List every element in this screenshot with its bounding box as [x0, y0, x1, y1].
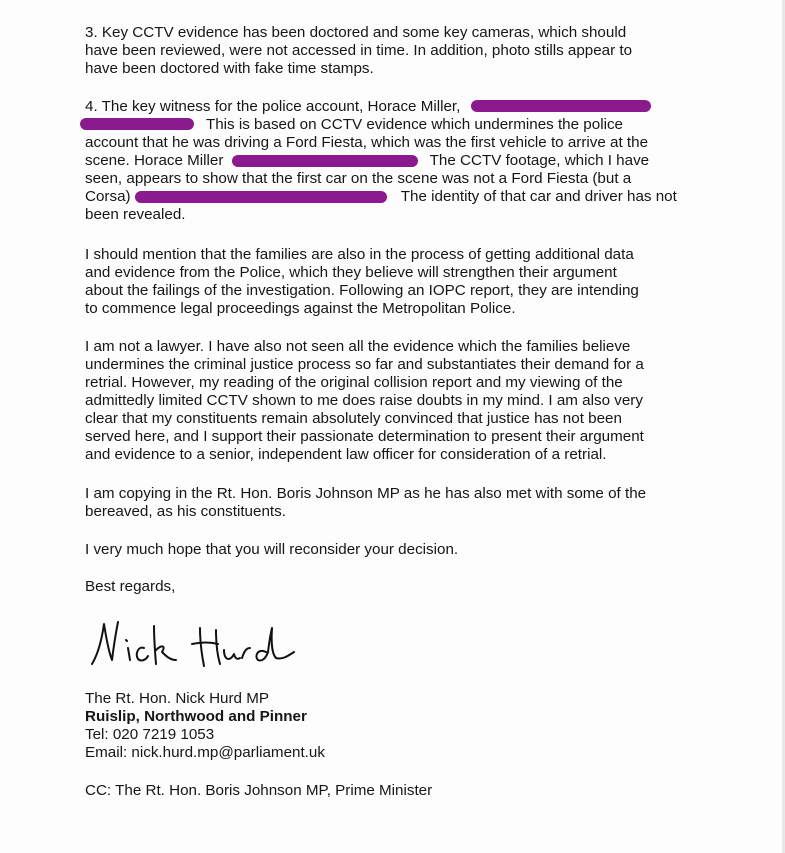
constituency: Ruislip, Northwood and Pinner	[85, 708, 307, 725]
redaction-mark	[80, 118, 194, 130]
p7-line-1: I am copying in the Rt. Hon. Boris Johnson MP as he has also met with some of the	[85, 485, 647, 502]
p4-text-1: 4. The key witness for the police account, Horace Miller,	[85, 98, 461, 115]
p5-line-2: and evidence from the Police, which they believe will strengthen their argument	[85, 264, 617, 281]
p6-line-4: admittedly limited CCTV shown to me does raise doubts in my mind. I am also very	[85, 392, 643, 409]
telephone: Tel: 020 7219 1053	[85, 726, 215, 743]
closing: Best regards,	[85, 578, 176, 595]
p7-line-2: bereaved, as his constituents.	[85, 503, 286, 520]
p4-text-6b: The identity of that car and driver has not	[400, 188, 677, 205]
p3-line-3: have been doctored with fake time stamps.	[85, 60, 374, 77]
p4-line-4	[85, 152, 649, 170]
p6-line-1: I am not a lawyer. I have also not seen all the evidence which the families believe	[85, 338, 631, 355]
p6-line-3: retrial. However, my reading of the original collision report and my viewing of the	[85, 374, 623, 391]
redaction-mark	[232, 155, 418, 167]
p4-text-6a: Corsa)	[85, 188, 131, 205]
p6-line-6: served here, and I support their passionate determination to present their argument	[85, 428, 644, 445]
p4-line-7: been revealed.	[85, 206, 186, 223]
p5-line-4: to commence legal proceedings against the Metropolitan Police.	[85, 300, 516, 317]
redaction-mark	[135, 191, 387, 203]
signatory-name: The Rt. Hon. Nick Hurd MP	[85, 690, 269, 707]
p8-line: I very much hope that you will reconsider your decision.	[85, 541, 459, 558]
p3-line-2: have been reviewed, were not accessed in time. In addition, photo stills appear to	[85, 42, 633, 59]
p4-line-1	[85, 98, 651, 116]
p4-text-4a: scene. Horace Miller	[85, 152, 224, 169]
p3-line-1: 3. Key CCTV evidence has been doctored and some key cameras, which should	[85, 24, 627, 41]
redaction-mark	[471, 100, 651, 112]
cc-line: CC: The Rt. Hon. Boris Johnson MP, Prime Minister	[85, 782, 433, 799]
p4-text-4b: The CCTV footage, which I have	[429, 152, 650, 169]
handwritten-signature	[88, 614, 298, 674]
p5-line-3: about the failings of the investigation. Following an IOPC report, they are intending	[85, 282, 639, 299]
p4-line-6	[85, 188, 677, 206]
p4-text-2: This is based on CCTV evidence which undermines the police	[205, 116, 623, 133]
p4-line-5: seen, appears to show that the first car on the scene was not a Ford Fiesta (but a	[85, 170, 632, 187]
p4-line-3: account that he was driving a Ford Fiesta, which was the first vehicle to arrive at the	[85, 134, 649, 151]
email: Email: nick.hurd.mp@parliament.uk	[85, 744, 325, 761]
p6-line-2: undermines the criminal justice process so far and substantiates their demand for a	[85, 356, 644, 373]
p6-line-5: clear that my constituents remain absolutely convinced that justice has not been	[85, 410, 622, 427]
p4-line-2	[80, 116, 623, 134]
p5-line-1: I should mention that the families are also in the process of getting additional data	[85, 246, 634, 263]
p6-line-7: and evidence to a senior, independent law officer for consideration of a retrial.	[85, 446, 607, 463]
